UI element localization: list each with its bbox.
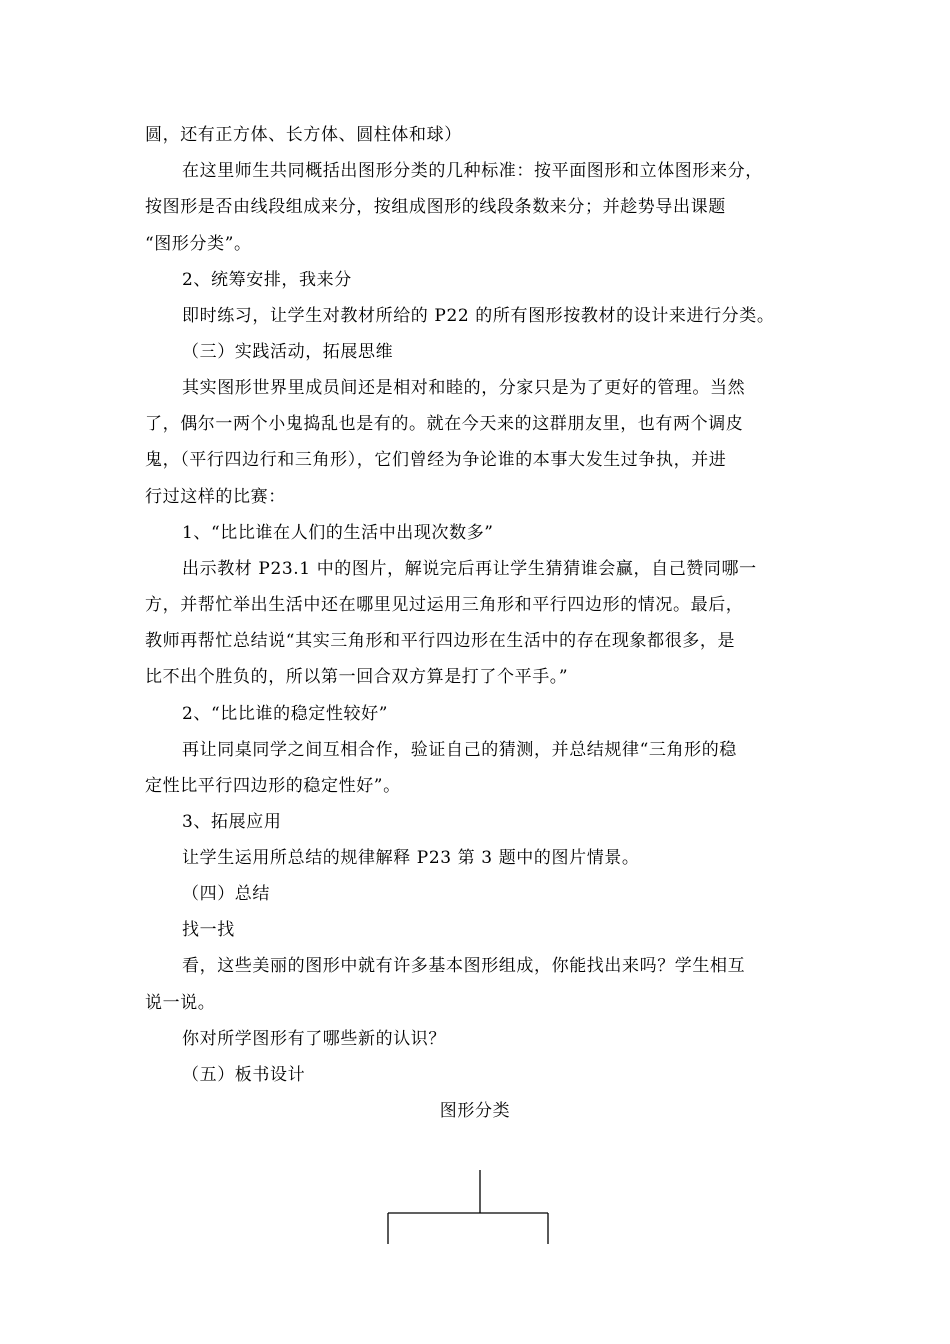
paragraph-line: 其实图形世界里成员间还是相对和睦的，分家只是为了更好的管理。当然 [182,378,746,398]
paragraph-line: 定性比平行四边形的稳定性好”。 [145,776,401,796]
section-heading: （五）板书设计 [182,1065,306,1085]
paragraph-line: 了，偶尔一两个小鬼捣乱也是有的。就在今天来的这群朋友里，也有两个调皮 [145,414,744,434]
paragraph-line: 看，这些美丽的图形中就有许多基本图形组成，你能找出来吗？学生相互 [182,956,746,976]
section-heading: 3、拓展应用 [182,812,282,832]
paragraph-line: 行过这样的比赛： [145,487,286,507]
paragraph-line: 按图形是否由线段组成来分，按组成图形的线段条数来分；并趁势导出课题 [145,197,726,217]
paragraph-line: 比不出个胜负的，所以第一回合双方算是打了个平手。” [145,667,569,687]
section-heading: 1、“比比谁在人们的生活中出现次数多” [182,523,494,543]
section-heading: 2、统筹安排，我来分 [182,270,352,290]
paragraph-line: 圆，还有正方体、长方体、圆柱体和球） [145,125,462,145]
paragraph-line: 鬼，（平行四边行和三角形），它们曾经为争论谁的本事大发生过争执，并进 [145,450,727,470]
paragraph-line: 你对所学图形有了哪些新的认识？ [182,1029,446,1049]
paragraph-line: “图形分类”。 [145,234,252,254]
section-heading: （四）总结 [182,884,270,904]
paragraph-line: 在这里师生共同概括出图形分类的几种标准：按平面图形和立体图形来分， [182,161,763,181]
paragraph-line: 让学生运用所总结的规律解释 P23 第 3 题中的图片情景。 [182,848,640,868]
paragraph-line: 教师再帮忙总结说“其实三角形和平行四边形在生活中的存在现象都很多，是 [145,631,736,651]
paragraph-line: 方，并帮忙举出生活中还在哪里见过运用三角形和平行四边形的情况。最后， [145,595,744,615]
paragraph-line: 说一说。 [145,993,216,1013]
section-heading: 2、“比比谁的稳定性较好” [182,704,388,724]
section-heading: （三）实践活动，拓展思维 [182,342,394,362]
board-title: 图形分类 [439,1101,511,1121]
paragraph-line: 再让同桌同学之间互相合作，验证自己的猜测，并总结规律“三角形的稳 [182,740,737,760]
paragraph-line: 出示教材 P23.1 中的图片，解说完后再让学生猜猜谁会赢，自己赞同哪一 [182,559,757,579]
paragraph-line: 即时练习，让学生对教材所给的 P22 的所有图形按教材的设计来进行分类。 [182,306,775,326]
paragraph-line: 找一找 [182,920,235,940]
